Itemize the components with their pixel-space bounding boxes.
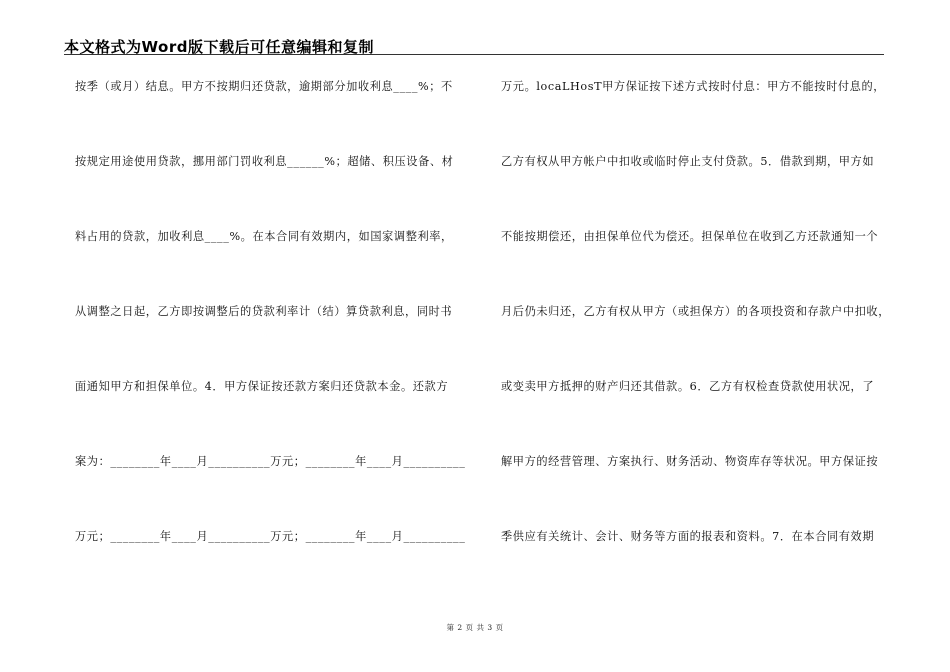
text-line: 或变卖甲方抵押的财产归还其借款。6．乙方有权检查贷款使用状况，了 (501, 380, 875, 393)
text-line: 案为：________年____月__________万元；________年____月__________ (75, 455, 466, 468)
text-line: 万元。locaLHosT甲方保证按下述方式按时付息：甲方不能按时付息的， (501, 80, 886, 93)
text-line: 料占用的贷款，加收利息____%。在本合同有效期内，如国家调整利率， (75, 230, 453, 243)
text-line: 乙方有权从甲方帐户中扣收或临时停止支付贷款。5．借款到期，甲方如 (501, 155, 875, 168)
document-header-title: 本文格式为Word版下载后可任意编辑和复制 (64, 38, 374, 56)
text-line: 月后仍未归还，乙方有权从甲方（或担保方）的各项投资和存款户中扣收， (501, 305, 890, 318)
header-divider (64, 54, 884, 55)
page-number-footer: 第 2 页 共 3 页 (446, 623, 504, 632)
text-line: 解甲方的经营管理、方案执行、财务活动、物资库存等状况。甲方保证按 (501, 455, 879, 468)
text-line: 从调整之日起，乙方即按调整后的贷款利率计（结）算贷款利息，同时书 (75, 305, 453, 318)
text-line: 不能按期偿还，由担保单位代为偿还。担保单位在收到乙方还款通知一个 (501, 230, 879, 243)
text-line: 按季（或月）结息。甲方不按期归还贷款，逾期部分加收利息____%；不 (75, 80, 453, 93)
text-line: 面通知甲方和担保单位。4．甲方保证按还款方案归还贷款本金。还款方 (75, 380, 449, 393)
text-line: 按规定用途使用贷款，挪用部门罚收利息______%；超储、积压设备、材 (75, 155, 454, 168)
text-line: 季供应有关统计、会计、财务等方面的报表和资料。7．在本合同有效期 (501, 530, 875, 543)
text-line: 万元；________年____月__________万元；________年____月__________ (75, 530, 466, 543)
